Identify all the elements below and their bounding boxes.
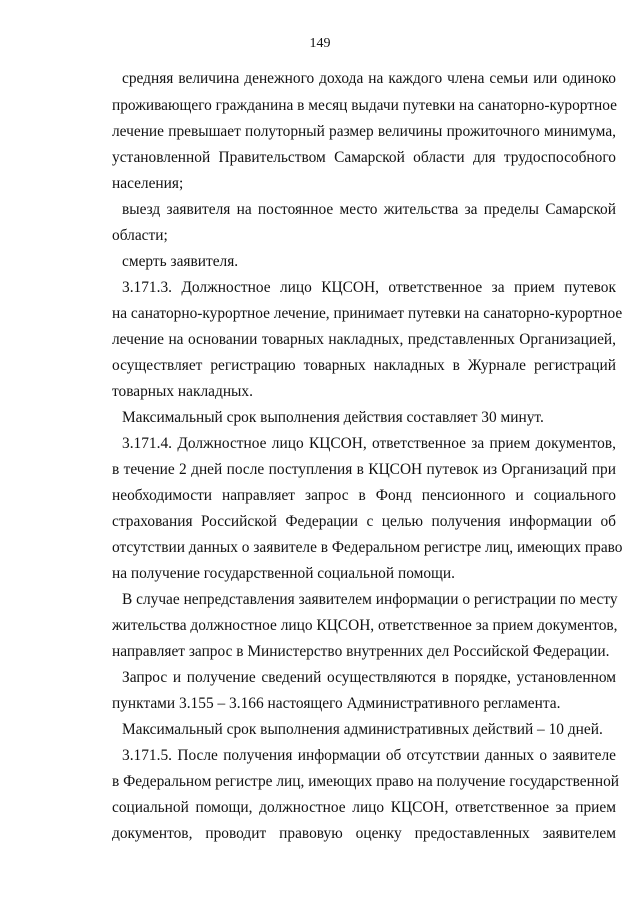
text-line: 3.171.3. Должностное лицо КЦСОН, ответственное за прием путевок [122,279,616,296]
text-line: пунктами 3.155 – 3.166 настоящего Административного регламента. [112,695,561,712]
text-line: лечение превышает полуторный размер величины прожиточного минимума, [112,123,616,140]
text-line: 3.171.4. Должностное лицо КЦСОН, ответственное за прием документов, [122,435,616,452]
text-line: на получение государственной социальной помощи. [112,565,455,582]
text-line: установленной Правительством Самарской области для трудоспособного [112,149,616,166]
text-line: Максимальный срок выполнения действия составляет 30 минут. [122,409,544,426]
text-line: осуществляет регистрацию товарных накладных в Журнале регистраций [112,357,616,374]
text-line: Запрос и получение сведений осуществляются в порядке, установленном [122,669,616,686]
text-line: жительства должностное лицо КЦСОН, ответственное за прием документов, [112,617,618,634]
text-line: В случае непредставления заявителем информации о регистрации по месту [122,591,618,608]
text-line: социальной помощи, должностное лицо КЦСОН, ответственное за прием [112,799,616,816]
text-line: направляет запрос в Министерство внутренних дел Российской Федерации. [112,643,610,660]
page-number: 149 [309,36,331,51]
text-line: документов, проводит правовую оценку предоставленных заявителем [112,825,616,842]
text-line: товарных накладных. [112,383,253,400]
text-line: отсутствии данных о заявителе в Федеральном регистре лиц, имеющих право [112,539,623,556]
text-line: лечение на основании товарных накладных, представленных Организацией, [112,331,616,348]
text-line: выезд заявителя на постоянное место жительства за пределы Самарской [122,201,616,218]
text-line: Максимальный срок выполнения административных действий – 10 дней. [122,721,603,738]
text-line: населения; [112,175,184,192]
text-line: в Федеральном регистре лиц, имеющих право на получение государственной [112,773,620,790]
text-line: на санаторно-курортное лечение, принимает путевки на санаторно-курортное [112,305,623,322]
text-line: проживающего гражданина в месяц выдачи путевки на санаторно-курортное [112,97,617,114]
text-line: необходимости направляет запрос в Фонд пенсионного и социального [112,487,616,504]
text-line: страхования Российской Федерации с целью получения информации об [112,513,616,530]
text-line: 3.171.5. После получения информации об отсутствии данных о заявителе [122,747,616,764]
text-line: в течение 2 дней после поступления в КЦСОН путевок из Организаций при [112,461,616,478]
text-line: смерть заявителя. [122,253,239,270]
text-line: средняя величина денежного дохода на каждого члена семьи или одиноко [122,70,616,87]
text-line: области; [112,227,168,244]
